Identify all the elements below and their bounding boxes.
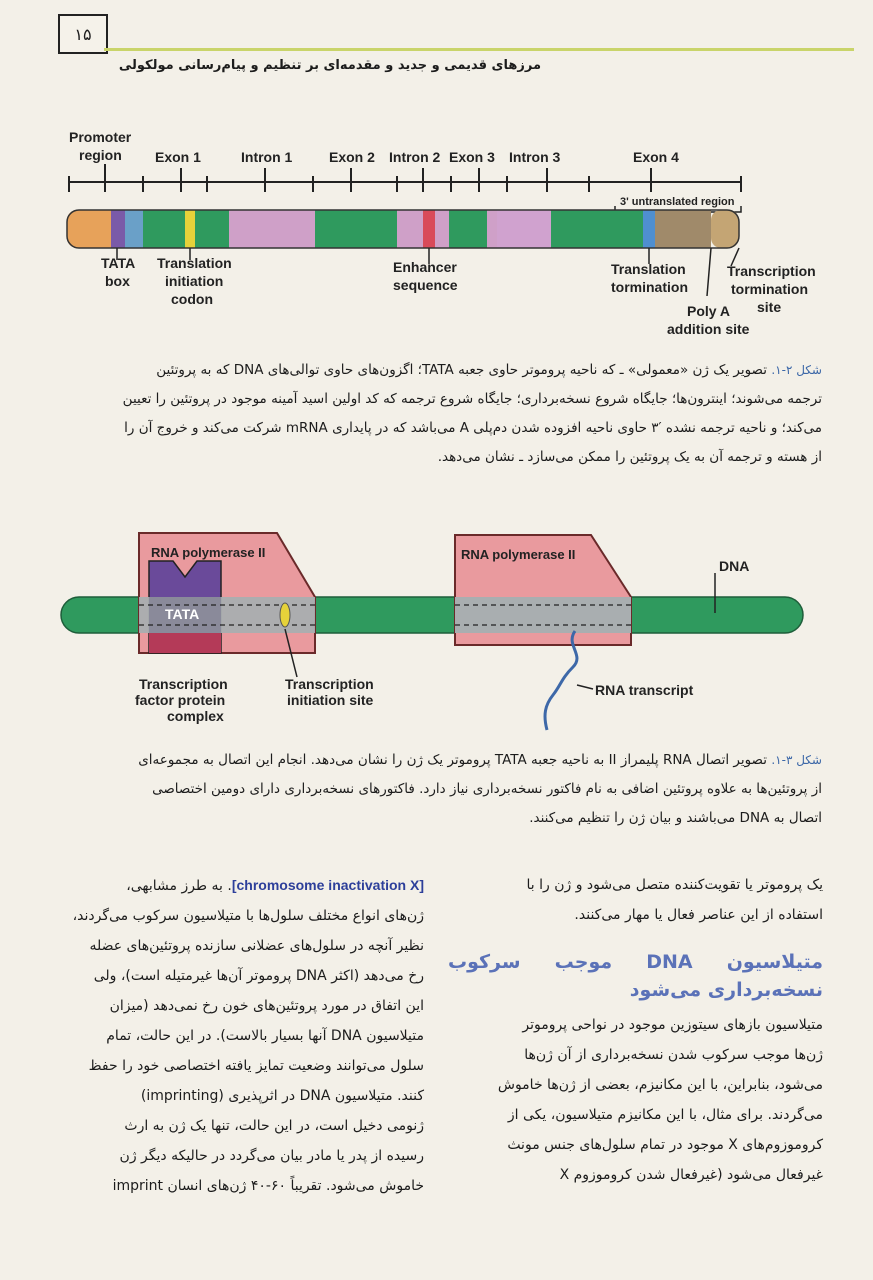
- label-3utr: 3' untranslated region: [620, 196, 735, 208]
- label-polya-2: addition site: [667, 321, 750, 337]
- label-transl-term-2: tormination: [611, 279, 688, 295]
- rna-polymerase-figure: [55, 525, 825, 740]
- polymerase2-dna-overlap: [455, 597, 631, 633]
- figure2-caption-line: تصویر اتصال RNA پلیمراز II به ناحیه جعبه TATA پروموتر یک ژن را نشان می‌دهد. انجام این اتصال به مجموعه‌ای: [138, 752, 768, 768]
- label-tata-2: box: [105, 273, 130, 289]
- figure1-caption-line: از هسته و ترجمه آن به یک پروتئین را ممکن می‌سازد ـ نشان می‌دهد.: [437, 449, 822, 465]
- left-column: [36, 870, 424, 1201]
- label-tfpc-3: complex: [167, 708, 224, 724]
- label-tic-2: initiation: [165, 273, 224, 289]
- label-tic-1: Translation: [157, 255, 232, 271]
- running-header-title: مرزهای قدیمی و جدید و مقدمه‌ای بر تنظیم و پیام‌رسانی مولکولی: [118, 58, 541, 73]
- chromosome-inactivation-term: [chromosome inactivation X]: [231, 877, 424, 893]
- initiation-site-marker: [280, 603, 290, 627]
- label-tfpc-1: Transcription: [139, 676, 228, 692]
- label-polymerase-2: RNA polymerase II: [461, 547, 576, 562]
- label-intron2: Intron 2: [389, 149, 441, 165]
- label-polymerase-1: RNA polymerase II: [151, 545, 266, 560]
- body-line: . به طرز مشابهی،: [126, 878, 232, 894]
- label-exon1: Exon 1: [155, 149, 201, 165]
- page-number: ۱۵: [58, 14, 108, 54]
- label-polya-1: Poly A: [687, 303, 731, 319]
- body-line: غیرفعال می‌شود (غیرفعال شدن کروموزوم X: [559, 1167, 823, 1183]
- gene-bar: [67, 210, 739, 248]
- label-initiation-1: Transcription: [285, 676, 374, 692]
- label-tic-3: codon: [171, 291, 213, 307]
- body-line: می‌شود، بنابراین، با این مکانیزم، بعضی از ژن‌ها خاموش: [497, 1077, 823, 1093]
- figure2-caption-line: اتصال به DNA می‌باشند و بیان ژن را تنظیم می‌کنند.: [529, 810, 822, 826]
- body-line: این اتفاق در مورد پروتئین‌های خون رخ نمی‌دهد (میزان: [109, 998, 424, 1014]
- figure2-caption-line: از پروتئین‌ها به علاوه پروتئین اضافی به نام فاکتور نسخه‌برداری نیاز دارد. فاکتورهای نسخه‌برداری دارای دومین اختصاصی: [152, 781, 822, 797]
- right-column: [448, 870, 823, 1190]
- label-transl-term-1: Translation: [611, 261, 686, 277]
- figure1-caption: [58, 356, 822, 472]
- label-promoter-2: region: [79, 147, 122, 163]
- label-tfpc-2: factor protein: [135, 692, 226, 708]
- body-line: متیلاسیون بازهای سیتوزین موجود در نواحی پروموتر: [522, 1017, 823, 1033]
- ruler-ticks: [69, 164, 741, 192]
- figure1-caption-line: می‌کند؛ و ناحیه ترجمه نشده ′۳ حاوی ناحیه افزوده شدن دم‌پلی A می‌باشد که در پایداری mRNA شرکت می‌کند و خروج آن را: [124, 420, 822, 436]
- label-tata: TATA: [165, 606, 200, 622]
- tf-lower-block: [149, 633, 221, 653]
- body-line: ژن‌ها موجب سرکوب شدن نسخه‌برداری از آن ژن‌ها: [524, 1047, 823, 1063]
- body-line: نظیر آنچه در سلول‌های عضلانی سازنده پروتئین‌های عضله: [89, 938, 424, 954]
- figure1-caption-line: تصویر یک ژن «معمولی» ـ که ناحیه پروموتر حاوی جعبه TATA؛ اگزون‌های حاوی توالی‌های DNA که به پروتئین: [156, 362, 768, 378]
- label-exon2: Exon 2: [329, 149, 375, 165]
- label-dna: DNA: [719, 558, 750, 574]
- section-heading: متیلاسیون DNA موجب سرکوب نسخه‌برداری می‌شود: [448, 951, 823, 1001]
- body-line: ژنومی دخیل است، در این حالت، تنها یک ژن به ارث: [124, 1118, 424, 1134]
- label-transc-term-1: Transcription: [727, 263, 816, 279]
- label-intron3: Intron 3: [509, 149, 561, 165]
- body-line: کنند. متیلاسیون DNA در اثرپذیری (imprinting): [140, 1088, 424, 1104]
- body-line: متیلاسیون DNA آنها بسیار بالاست). در این حالت، تمام: [106, 1028, 424, 1044]
- gene-structure-figure: [55, 120, 825, 350]
- figure1-caption-line: ترجمه می‌شوند؛ اینترون‌ها؛ جایگاه شروع نسخه‌برداری؛ جایگاه شروع ترجمه که کد اولین اسید آمینه موجود در پروتئین را تعیین: [122, 391, 822, 407]
- label-promoter-1: Promoter: [69, 129, 132, 145]
- body-line: می‌گردند. برای مثال، با این مکانیزم متیلاسیون، یکی از: [507, 1107, 823, 1123]
- body-line: کروموزوم‌های X موجود در تمام سلول‌های جنس مونث: [507, 1137, 823, 1153]
- label-initiation-2: initiation site: [287, 692, 374, 708]
- intro-line: یک پروموتر یا تقویت‌کننده متصل می‌شود و ژن را با: [526, 877, 823, 893]
- header-rule: [104, 48, 854, 51]
- label-transc-term-2: tormination: [731, 281, 808, 297]
- body-line: ژن‌های انواع مختلف سلول‌ها با متیلاسیون سرکوب می‌گردند،: [72, 908, 424, 924]
- body-line: خاموش می‌شود. تقریباً ۶۰-۴۰ ژن‌های انسان imprint: [112, 1178, 424, 1194]
- label-transc-term-3: site: [757, 299, 782, 315]
- label-enhancer-2: sequence: [393, 277, 458, 293]
- intro-line: استفاده از این عناصر فعال یا مهار می‌کنند.: [574, 907, 823, 923]
- label-rna-transcript: RNA transcript: [595, 682, 694, 698]
- figure1-label: شکل ۲-۱.: [771, 363, 822, 377]
- label-tata-1: TATA: [101, 255, 136, 271]
- body-line: سلول می‌توانند وضعیت تمایز یافته اختصاصی خود را حفظ: [88, 1058, 424, 1074]
- body-line: رسیده از پدر یا مادر بیان می‌گردد در حالیکه دیگر ژن: [119, 1148, 424, 1164]
- body-line: رخ می‌دهد (اکثر DNA پروموتر آن‌ها غیرمتیله است)، ولی: [93, 968, 424, 984]
- label-enhancer-1: Enhancer: [393, 259, 457, 275]
- label-exon4: Exon 4: [633, 149, 679, 165]
- label-intron1: Intron 1: [241, 149, 293, 165]
- figure2-label: شکل ۳-۱.: [771, 753, 822, 767]
- figure2-caption: [58, 746, 822, 833]
- label-exon3: Exon 3: [449, 149, 495, 165]
